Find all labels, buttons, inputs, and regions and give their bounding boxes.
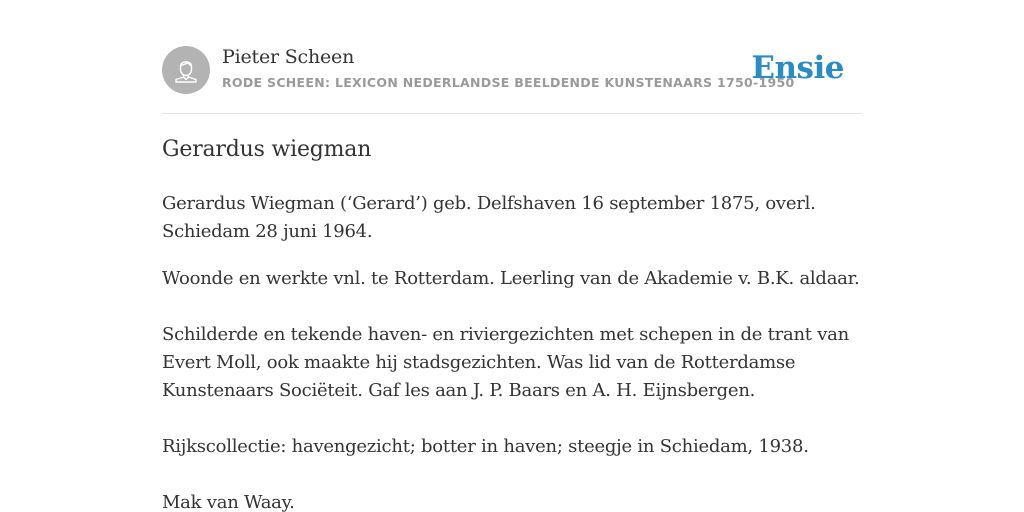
ensie-logo[interactable]: Ensie [751,50,844,86]
avatar[interactable] [162,46,210,94]
header-divider [162,113,862,114]
user-icon [162,46,210,94]
paragraph-source: Mak van Waay. [162,492,295,512]
article-title: Gerardus wiegman [162,137,372,162]
paragraph-work: Schilderde en tekende haven- en riviergezichten met schepen in de trant van Evert Moll, ook maakte hij stadsgezichten. Was lid van de Rotterdamse Kunstenaars Sociëteit. Gaf les aan J. P. Baars en A. H. Eijnsbergen. [162,324,849,401]
paragraph-collection: Rijkscollectie: havengezicht; botter in haven; steegje in Schiedam, 1938. [162,436,809,457]
author-name[interactable]: Pieter Scheen [222,46,355,68]
source-title[interactable]: RODE SCHEEN: LEXICON NEDERLANDSE BEELDENDE KUNSTENAARS 1750-1950 [222,75,795,90]
paragraph-birth-death: Gerardus Wiegman (‘Gerard’) geb. Delfshaven 16 september 1875, overl. Schiedam 28 juni 1964. [162,193,816,242]
article-body [162,190,862,512]
paragraph-residence: Woonde en werkte vnl. te Rotterdam. Leerling van de Akademie v. B.K. aldaar. [162,268,860,289]
article-header [162,46,862,96]
